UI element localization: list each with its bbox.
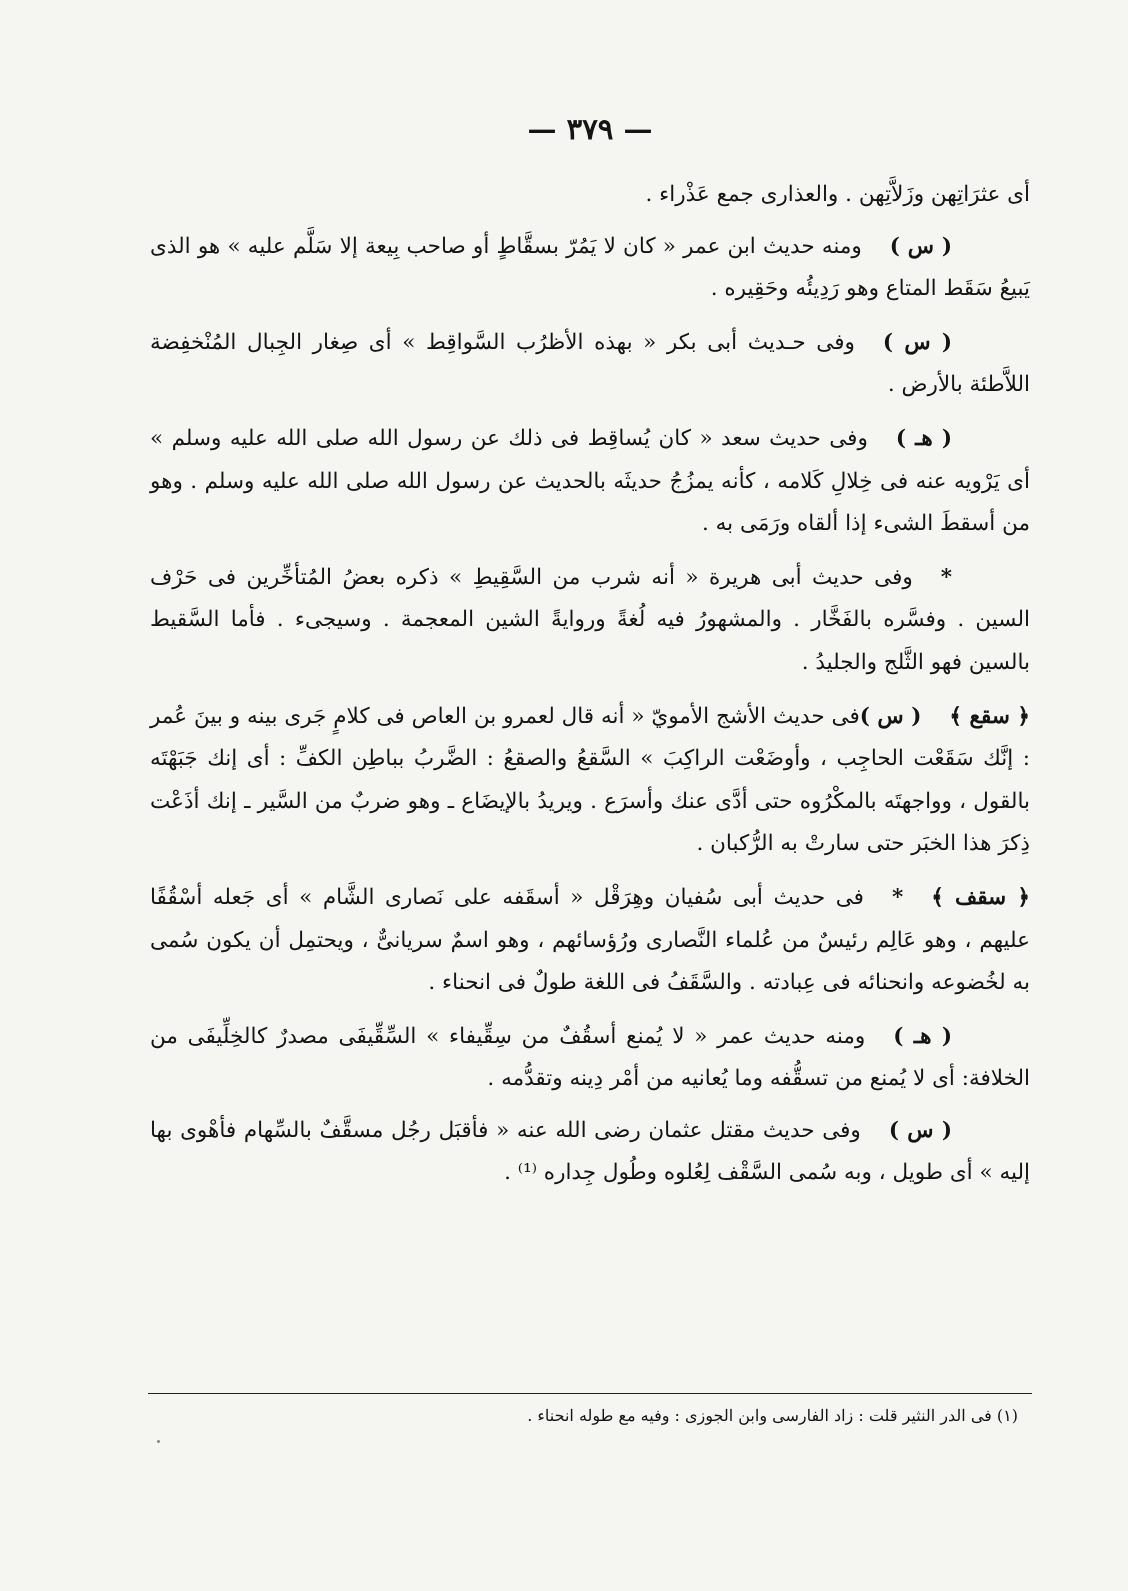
paragraph-marker: ( س ) [882,329,953,355]
paragraph-text: فى حديث الأشج الأمويّ « أنه قال لعمرو بن العاص فى كلامٍ جَرى بينه و بينَ عُمر : إنَّك سَقَعْت الحاجِب ، وأوضَعْت الراكِبَ » السَّقعُ والصقعُ : الضَّربُ بباطِن الكفِّ : أى إنك جَبَهْتَه بالقول ، وواجهتَه بالمكْرُوه حتى أدَّى عنك وأسرَع . ويريدُ بالإيضَاع ـ وهو ضربٌ من السَّير ـ إنك أذَعْت ذِكرَ هذا الخبَر حتى سارتْ به الرُّكبان . [150,703,1030,857]
paragraph-text: ومنه حديث عمر « لا يُمنع أسقُفٌ من سِقِّيفاء » السِّقِّيفَى مصدرٌ كالخِلِّيفَى من الخلافة: أى لا يُمنع من تسقُّفه وما يُعانيه من أمْر دِينه وتقدُّمه . [150,1023,1030,1092]
paragraph-text: وفى حديث أبى هريرة « أنه شرب من السَّقِيطِ » ذكره بعضُ المُتأخِّرين فى حَرْف السين . وفسَّره بالفَخَّار . والمشهورُ فيه لُغةً وروايةً الشين المعجمة . وسيجىء . فأما السَّقيط بالسين فهو الثَّلج والجليدُ . [150,564,1030,675]
paragraph-marker: ( هـ ) [895,425,953,451]
footnote-divider [148,1393,1032,1394]
paragraph-4 [150,418,1030,546]
paragraph-8 [150,1016,1030,1101]
paragraph-6 [150,696,1030,866]
paragraph-marker: * [940,564,952,590]
paragraph-text: وفى حديث مقتل عثمان رضى الله عنه « فأقبَل رجُل مسقَّفٌ بالسِّهام فأهْوى بها إليه » أى طويل ، وبه سُمى السَّقْف لِعُلوه وطُول جِداره ⁽¹⁾ . [150,1117,1030,1186]
paragraph-marker: ( س ) [888,1117,952,1143]
paragraph-text: ومنه حديث ابن عمر « كان لا يَمُرّ بسقَّاطٍ أو صاحب بِيعة إلا سَلَّم عليه » هو الذى يَبيعُ سَقَط المتاع وهو رَدِيئُه وحَقِيره . [150,233,1030,302]
scan-speck [157,1440,160,1443]
entry-heading: ﴿ سقف ﴾ [931,884,1030,910]
paragraph-marker: ( س ) [859,703,922,729]
paragraph-2 [150,226,1030,311]
page-body [150,112,1030,1206]
paragraph-text: أى عثرَاتِهن وزَلاَّتِهن . والعذارى جمع عَذْراء . [645,182,1030,207]
paragraph-7 [150,877,1030,1005]
entry-heading: ﴿ سقع ﴾ [949,703,1030,729]
paragraph-3 [150,322,1030,407]
paragraph-marker: ( هـ ) [893,1023,952,1049]
paragraph-9 [150,1110,1030,1195]
paragraph-marker: * [891,884,904,910]
paragraph-text: فى حديث أبى سُفيان وهِرَقْل « أسقَفه على نَصارى الشَّام » أى جَعله أسْقُفًا عليهم ، وهو عَالِم رئيسٌ من عُلماء النَّصارى ورُؤسائهم ، وهو اسمٌ سريانىٌّ ، ويحتمِل أن يكون سُمى به لخُضوعه وانحنائه فى عِبادته . والسَّقَفُ فى اللغة طولٌ فى انحناء . [150,884,1030,996]
page-number: — ٣٧٩ — [527,112,653,146]
paragraph-1 [150,174,1030,217]
paragraph-text: وفى حديث سعد « كان يُساقِط فى ذلك عن رسول الله صلى الله عليه وسلم » أى يَرْويه عنه فى خِلالِ كَلامه ، كأنه يمزُجُ حديثَه بالحديث عن رسول الله صلى الله عليه وسلم . وهو من أسقطَ الشىء إذا ألقاه ورَمَى به . [150,425,1030,537]
footnote: (١) فى الدر النثير قلت : زاد الفارسى وابن الجوزى : وفيه مع طوله انحناء . [527,1406,1018,1425]
paragraph-5 [150,557,1030,685]
paragraph-text: وفى حـديث أبى بكر « بهذه الأظرُب السَّواقِط » أى صِغار الجِبال المُنْخفِضة اللاَّطئة بالأرض . [150,329,1030,398]
paragraph-marker: ( س ) [889,233,952,259]
